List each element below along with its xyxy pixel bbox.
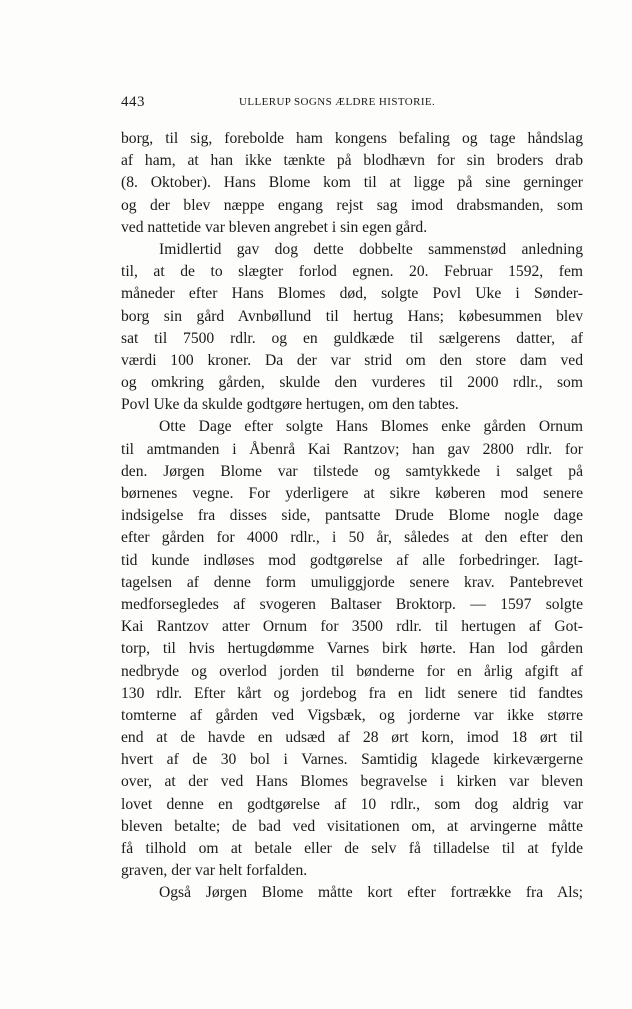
text-line: til, at de to slægter forlod egnen. 20. Februar 1592, fem — [121, 263, 583, 281]
text-line: torp, til hvis hertugdømme Varnes birk hørte. Han lod gården — [121, 640, 583, 658]
running-title: ULLERUP SOGNS ÆLDRE HISTORIE. — [239, 96, 436, 108]
text-line: efter gården for 4000 rdlr., i 50 år, således at den efter den — [121, 529, 583, 547]
text-line: borg, til sig, forebolde ham kongens befaling og tage håndslag — [121, 130, 583, 147]
text-line: indsigelse fra disses side, pantsatte Drude Blome nogle dage — [121, 507, 583, 525]
text-line: tomterne af gården ved Vigsbæk, og jorderne var ikke større — [121, 706, 583, 724]
text-line: Otte Dage efter solgte Hans Blomes enke gården Ornum — [159, 418, 583, 436]
text-line: børnenes vegne. For yderligere at sikre køberen mod senere — [121, 485, 583, 502]
body-text — [121, 128, 583, 905]
text-line: nedbryde og overlod jorden til bønderne for en årlig afgift af — [121, 662, 583, 680]
text-line: og omkring gården, skulde den vurderes til 2000 rdlr., som — [121, 374, 583, 392]
page-header — [121, 94, 583, 114]
text-line: Også Jørgen Blome måtte kort efter fortrække fra Als; — [159, 884, 583, 902]
text-line: over, at der ved Hans Blomes begravelse i kirken var bleven — [121, 773, 583, 791]
text-line: tagelsen af denne form umuliggjorde senere krav. Pantebrevet — [121, 573, 583, 591]
text-line: lovet denne en godtgørelse af 10 rdlr., som dog aldrig var — [121, 795, 583, 813]
text-line: graven, der var helt forfalden. — [121, 862, 308, 880]
text-line: bleven betalte; de bad ved visitationen om, at arvingerne måtte — [121, 817, 583, 835]
text-line: til amtmanden i Åbenrå Kai Rantzov; han gav 2800 rdlr. for — [121, 440, 583, 458]
text-line: Povl Uke da skulde godtgøre hertugen, om den tabtes. — [121, 396, 459, 414]
text-line: sat til 7500 rdlr. og en guldkæde til sælgerens datter, af — [121, 329, 583, 347]
text-line: hvert af de 30 bol i Varnes. Samtidig klagede kirkeværgerne — [121, 751, 583, 769]
text-line: medforsegledes af svogeren Baltaser Broktorp. — 1597 solgte — [121, 595, 583, 613]
text-line: borg sin gård Avnbøllund til hertug Hans; købesummen blev — [121, 307, 583, 325]
text-line: (8. Oktober). Hans Blome kom til at ligge på sine gerninger — [121, 174, 583, 192]
page-number: 443 — [121, 94, 145, 110]
text-line: få tilhold om at betale eller de selv få tilladelse til at fylde — [121, 840, 583, 857]
text-line: den. Jørgen Blome var tilstede og samtykkede i salget på — [121, 462, 583, 480]
text-line: tid kunde indløses mod godtgørelse af alle forbedringer. Iagt- — [121, 551, 583, 569]
text-line: 130 rdlr. Efter kårt og jordebog fra en lidt senere tid fandtes — [121, 684, 583, 702]
text-line: af ham, at han ikke tænkte på blodhævn for sin broders drab — [121, 152, 583, 170]
text-line: måneder efter Hans Blomes død, solgte Povl Uke i Sønder- — [121, 285, 583, 303]
text-line: Kai Rantzov atter Ornum for 3500 rdlr. til hertugen af Got- — [121, 618, 583, 636]
text-line: værdi 100 kroner. Da der var strid om den store dam ved — [121, 351, 583, 369]
text-line: og der blev næppe engang rejst sag imod drabsmanden, som — [121, 196, 583, 214]
text-line: end at de havde en udsæd af 28 ørt korn, imod 18 ørt til — [121, 729, 583, 747]
text-line: Imidlertid gav dog dette dobbelte sammenstød anledning — [159, 240, 583, 258]
text-line: ved nattetide var bleven angrebet i sin egen gård. — [121, 218, 428, 236]
